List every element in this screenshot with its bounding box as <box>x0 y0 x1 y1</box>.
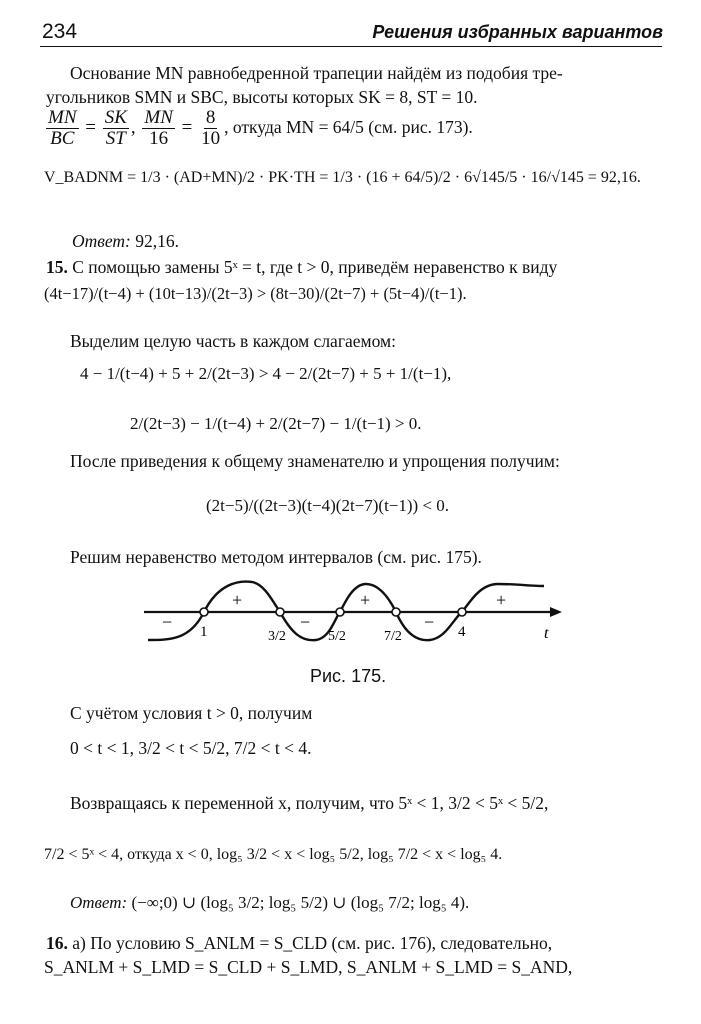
label-5-2: 5/2 <box>328 629 346 644</box>
label-7-2: 7/2 <box>384 629 402 644</box>
p15-condition-text: С учётом условия t > 0, получим <box>70 703 313 723</box>
p15-ineq4: (2t−5)/((2t−3)(t−4)(2t−7)(t−1)) < 0. <box>206 496 450 515</box>
p14-line1: Основание MN равнобедренной трапеции найдём из подобия тре- <box>70 63 563 83</box>
frac-8-10: $\frac{8}{10}$ <box>201 107 221 149</box>
answer-label: Ответ: <box>72 231 131 251</box>
answer-value: (−∞;0) ∪ (log₅ 3/2; log₅ 5/2) ∪ (log₅ 7/2; log₅ 4). <box>131 893 470 912</box>
axis-label-t: t <box>544 625 549 642</box>
answer-value: 92,16. <box>135 231 179 251</box>
figure-caption: Рис. 175. <box>310 666 387 686</box>
sign-1: + <box>232 590 243 610</box>
sign-4: − <box>424 612 435 632</box>
p15-return-text: Возвращаясь к переменной x, получим, что 5ˣ < 1, 3/2 < 5ˣ < 5/2, <box>70 793 549 813</box>
label-4: 4 <box>458 624 466 640</box>
running-title: Решения избранных вариантов <box>372 22 663 42</box>
point-7-2 <box>392 608 400 616</box>
p15-select-text: Выделим целую часть в каждом слагаемом: <box>70 331 396 351</box>
frac-sk-st: $\frac{SK}{ST}$ <box>104 107 127 149</box>
frac-mn-16: $\frac{MN}{16}$ <box>144 107 173 149</box>
sign-5: + <box>496 590 507 610</box>
page-number: 234 <box>42 20 78 43</box>
p16-line2: S_ANLM + S_LMD = S_CLD + S_LMD, S_ANLM + S_LMD = S_AND, <box>44 957 573 977</box>
answer-label: Ответ: <box>70 893 128 912</box>
p14-line3-tail: , откуда MN = 64/5 (см. рис. 173). <box>224 116 473 137</box>
p15-intro-text: С помощью замены 5ˣ = t, где t > 0, приведём неравенство к виду <box>72 257 558 277</box>
p15-ineq1: (4t−17)/(t−4) + (10t−13)/(2t−3) > (8t−30)/(2t−7) + (5t−4)/(t−1). <box>44 284 467 303</box>
volume-formula-text: V_BADNM = 1/3 · (AD+MN)/2 · PK·TH = 1/3 · (16 + 64/5)/2 · 6√145/5 · 16/√145 = 92,16. <box>44 169 641 186</box>
p15-ineq3: 2/(2t−3) − 1/(t−4) + 2/(2t−7) − 1/(t−1) > 0. <box>130 414 422 433</box>
p14-line2: угольников SMN и SBC, высоты которых SK = 8, ST = 10. <box>46 87 478 107</box>
p15-ineq2: 4 − 1/(t−4) + 5 + 2/(2t−3) > 4 − 2/(2t−7) + 5 + 1/(t−1), <box>80 364 452 383</box>
problem-number: 15. <box>46 257 68 277</box>
p15-interval-text: Решим неравенство методом интервалов (см. рис. 175). <box>70 547 482 567</box>
sign-3: + <box>360 590 371 610</box>
p15-common-denom-text: После приведения к общему знаменателю и упрощения получим: <box>70 451 560 471</box>
sign-2: − <box>300 612 311 632</box>
problem-number: 16. <box>46 933 68 953</box>
sign-0: − <box>162 612 173 632</box>
label-3-2: 3/2 <box>268 629 286 644</box>
point-1 <box>200 608 208 616</box>
label-1: 1 <box>200 624 208 640</box>
p15-intro <box>46 256 557 278</box>
point-3-2 <box>276 608 284 616</box>
p14-answer <box>72 230 179 252</box>
p15-solution-t: 0 < t < 1, 3/2 < t < 5/2, 7/2 < t < 4. <box>70 738 312 758</box>
p14-ratio-line: $\frac{MN}{BC}$ = $\frac{SK}{ST}$ , $\frac{MN}{16}$ = $\frac{8}{10}$ , откуда MN = 64/5 (см. рис. 173). <box>48 107 473 149</box>
interval-diagram <box>140 578 570 668</box>
p14-volume-formula <box>44 166 641 188</box>
p16-line1-text: а) По условию S_ANLM = S_CLD (см. рис. 176), следовательно, <box>72 933 553 953</box>
header-rule <box>40 46 662 47</box>
p15-answer <box>70 892 469 914</box>
frac-mn-bc: $\frac{MN}{BC}$ <box>48 107 77 149</box>
point-4 <box>458 608 466 616</box>
p15-return-text2: 7/2 < 5ˣ < 4, откуда x < 0, log₅ 3/2 < x < log₅ 5/2, log₅ 7/2 < x < log₅ 4. <box>44 846 503 863</box>
p16-line1 <box>46 932 552 954</box>
axis-arrow <box>550 607 562 617</box>
point-5-2 <box>336 608 344 616</box>
